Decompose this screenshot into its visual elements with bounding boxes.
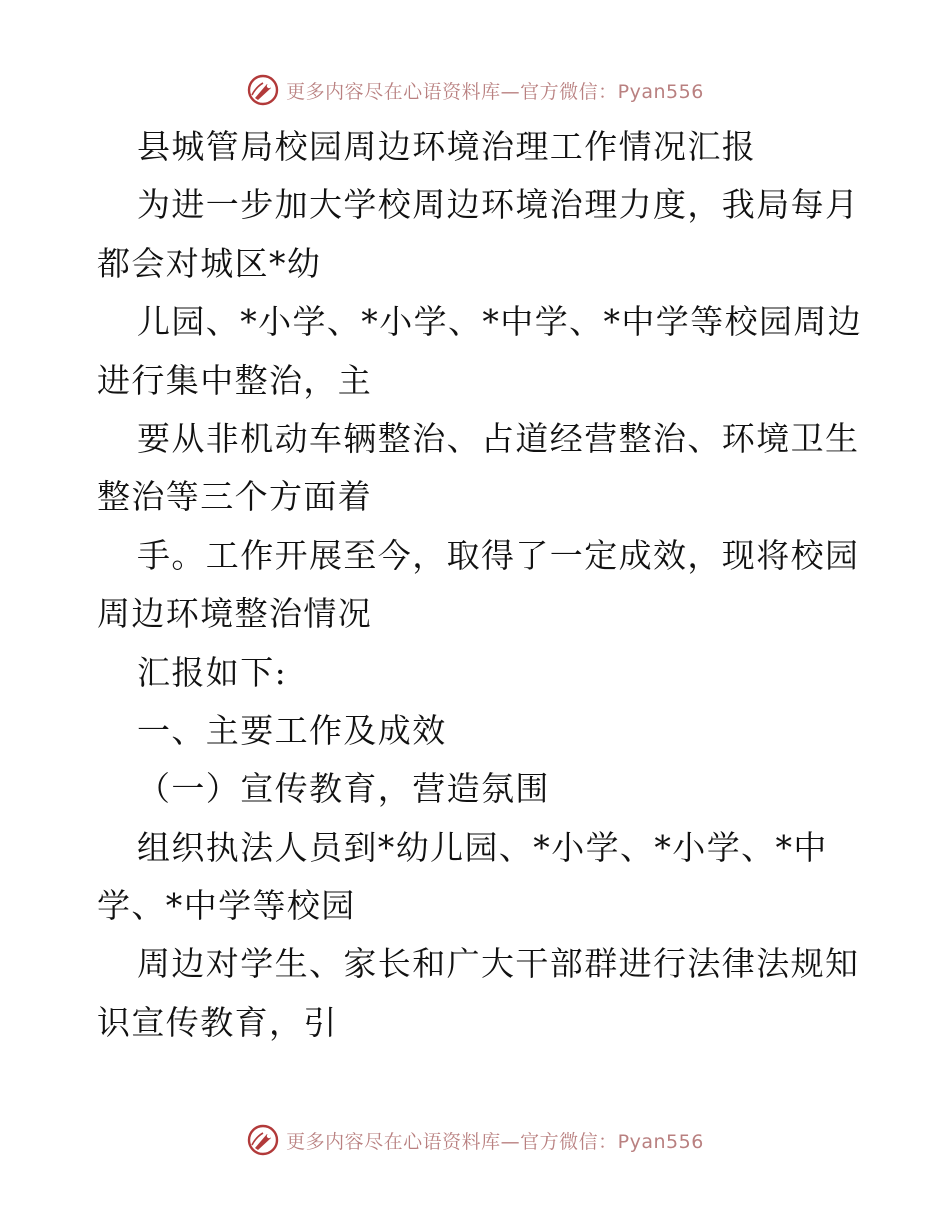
footer-banner xyxy=(0,1120,950,1160)
paragraph-line: 儿园、*小学、*小学、*中学、*中学等校园周边 xyxy=(137,302,863,342)
paragraph-line: 学、*中学等校园 xyxy=(97,886,356,926)
paragraph-line: 识宣传教育，引 xyxy=(97,1002,338,1042)
document-body xyxy=(97,118,867,1052)
paragraph-line: 周边环境整治情况 xyxy=(97,594,373,634)
paragraph-line: 都会对城区*幼 xyxy=(97,243,322,283)
pen-nib-logo-icon xyxy=(246,73,280,107)
pen-nib-logo-icon xyxy=(246,1123,280,1157)
paragraph-line: 整治等三个方面着 xyxy=(97,477,373,517)
document-title: 县城管局校园周边环境治理工作情况汇报 xyxy=(137,127,757,166)
paragraph-line: 为进一步加大学校周边环境治理力度，我局每月 xyxy=(137,185,860,225)
paragraph-line: 要从非机动车辆整治、占道经营整治、环境卫生 xyxy=(137,418,860,458)
subsection-heading: （一）宣传教育，营造氛围 xyxy=(137,769,550,809)
section-heading: 一、主要工作及成效 xyxy=(137,710,447,750)
paragraph-line: 进行集中整治，主 xyxy=(97,360,373,400)
paragraph-line: 组织执法人员到*幼儿园、*小学、*小学、*中 xyxy=(137,827,828,867)
paragraph-line: 汇报如下: xyxy=(137,652,288,692)
paragraph-line: 周边对学生、家长和广大干部群进行法律法规知 xyxy=(137,944,860,984)
header-banner xyxy=(0,70,950,110)
paragraph-line: 手。工作开展至今，取得了一定成效，现将校园 xyxy=(137,535,860,575)
banner-text: 更多内容尽在心语资料库—官方微信：Pyan556 xyxy=(286,80,704,103)
banner-text: 更多内容尽在心语资料库—官方微信：Pyan556 xyxy=(286,1130,704,1153)
